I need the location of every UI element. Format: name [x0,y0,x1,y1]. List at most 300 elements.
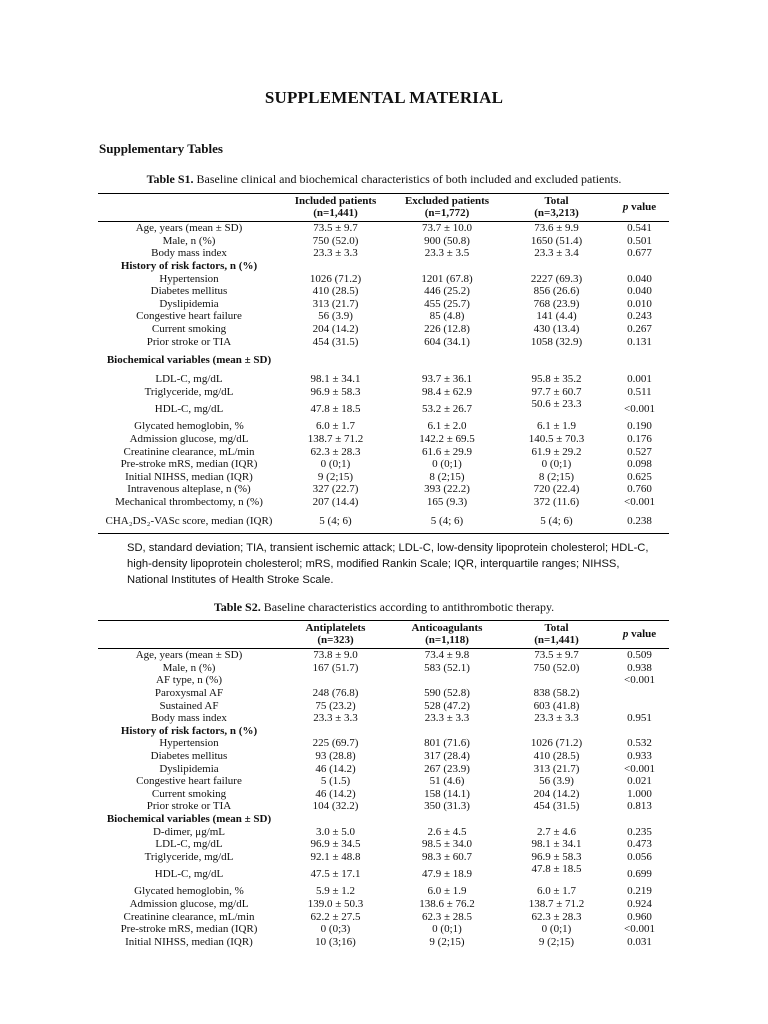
cell-pvalue: <0.001 [624,762,655,775]
row-label: Biochemical variables (mean ± SD) [106,354,272,367]
row-label: Diabetes mellitus [150,285,228,298]
cell-col3: 0 (0;1) [541,458,572,471]
cell-col2: 53.2 ± 26.7 [421,403,473,416]
cell-col3: 768 (23.9) [533,297,580,310]
row-label: Sustained AF [159,699,219,712]
cell-col1: 750 (52.0) [312,234,359,247]
row-label: Body mass index [151,712,227,725]
p-italic: p [622,201,629,213]
cell-col1: 5 (1.5) [320,775,351,788]
cell-col2 [391,674,503,687]
cell-col3: 1026 (71.2) [530,737,583,750]
row-label: CHA₂DS₂-VASc score, median (IQR) [105,514,273,527]
cell-col3: 141 (4.4) [536,310,577,323]
cell-col3: 140.5 ± 70.3 [528,433,585,446]
cell-pvalue: 1.000 [627,787,652,800]
table-s2-body [98,649,669,949]
cell-col1: 248 (76.8) [312,687,359,700]
row-label: Admission glucose, mg/dL [129,897,249,910]
header-line2: (n=1,441) [313,207,358,219]
row-label: Mechanical thrombectomy, n (%) [115,495,263,508]
cell-col1: 6.0 ± 1.7 [315,420,356,433]
cell-col2: 1201 (67.8) [421,272,473,285]
cell-pvalue: 0.235 [627,825,652,838]
cell-col1: 47.5 ± 17.1 [310,868,361,881]
cell-col3: 410 (28.5) [533,750,580,763]
cell-pvalue: 0.001 [627,373,652,386]
cell-pvalue: 0.056 [627,850,652,863]
cell-col3 [503,348,610,373]
row-label: LDL-C, mg/dL [155,373,223,386]
cell-col1: 167 (51.7) [312,661,359,674]
row-label: Current smoking [151,323,227,336]
row-label: Hypertension [159,737,219,750]
cell-col3: 5 (4; 6) [540,514,573,527]
table-row [98,885,669,898]
header-line1: Total [544,195,569,207]
cell-col1: 62.3 ± 28.3 [310,445,361,458]
cell-pvalue: 0.243 [627,310,652,323]
cell-col2: 158 (14.1) [424,787,470,800]
cell-col3: 62.3 ± 28.3 [531,910,582,923]
cell-col1 [280,348,391,373]
cell-col2: 9 (2;15) [429,935,465,948]
cell-pvalue: 0.176 [627,433,652,446]
cell-col2: 6.1 ± 2.0 [427,420,467,433]
cell-col3: 138.7 ± 71.2 [528,897,585,910]
row-label: Admission glucose, mg/dL [129,433,249,446]
cell-col1: 56 (3.9) [318,310,353,323]
cell-col2: 604 (34.1) [424,335,470,348]
cell-col2: 61.6 ± 29.9 [421,445,473,458]
table-s2-caption-label: Table S2. [213,600,261,614]
table-row [98,247,669,260]
row-label: LDL-C, mg/dL [155,838,223,851]
header-line2: (n=1,772) [424,207,470,219]
table-s2-caption-text: Baseline characteristics according to antithrombotic therapy. [260,600,555,614]
cell-col3: 98.1 ± 34.1 [531,838,582,851]
cell-col1: 46 (14.2) [315,787,356,800]
table-row [98,471,669,484]
row-label: Creatinine clearance, mL/min [123,445,255,458]
table-s1-header-included [280,194,391,222]
cell-pvalue: 0.532 [627,737,652,750]
cell-col3: 204 (14.2) [533,787,580,800]
table-row [98,935,669,948]
row-label: HDL-C, mg/dL [154,403,224,416]
cell-pvalue: 0.677 [627,247,652,260]
table-row [98,222,669,235]
cell-col3: 23.3 ± 3.3 [534,712,579,725]
cell-col3: 97.7 ± 60.7 [531,385,582,398]
cell-col3: 454 (31.5) [533,800,580,813]
table-row [98,386,669,399]
row-label: Pre-stroke mRS, median (IQR) [120,923,258,936]
cell-col1: 46 (14.2) [315,762,356,775]
table-s2-header-label [98,621,280,649]
cell-col2: 98.3 ± 60.7 [421,850,473,863]
cell-col1: 62.2 ± 27.5 [310,910,361,923]
row-label: D-dimer, μg/mL [152,825,226,838]
cell-col3: 47.8 ± 18.5 [531,863,582,876]
cell-col2 [391,348,503,373]
cell-col2: 6.0 ± 1.9 [427,885,467,898]
row-label: HDL-C, mg/dL [154,868,224,881]
cell-col1: 9 (2;15) [317,470,354,483]
row-label: Age, years (mean ± SD) [135,649,243,662]
row-label: Paroxysmal AF [154,687,224,700]
cell-col2: 226 (12.8) [424,323,470,336]
cell-col2: 98.4 ± 62.9 [421,385,473,398]
table-section-row [98,725,669,738]
row-label: Dyslipidemia [159,297,219,310]
cell-pvalue: 0.813 [627,800,652,813]
table-section-row [98,348,669,373]
cell-pvalue: 0.021 [627,775,652,788]
table-row [98,433,669,446]
cell-col3: 720 (22.4) [533,483,580,496]
cell-col1: 98.1 ± 34.1 [310,373,361,386]
table-row [98,662,669,675]
cell-col1: 93 (28.8) [315,750,356,763]
p-rest: value [628,201,657,213]
table-row [98,398,669,420]
row-label: Diabetes mellitus [150,750,228,763]
table-row [98,800,669,813]
cell-col2: 62.3 ± 28.5 [421,910,473,923]
cell-col1: 75 (23.2) [315,699,356,712]
cell-col1 [280,725,391,738]
cell-pvalue: <0.001 [624,674,655,687]
row-label: Biochemical variables (mean ± SD) [106,813,272,826]
table-row [98,674,669,687]
cell-col1: 0 (0;1) [320,458,351,471]
cell-col1: 10 (3;16) [315,935,356,948]
table-row [98,458,669,471]
row-label: Intravenous alteplase, n (%) [127,483,251,496]
table-s1-caption [0,172,768,187]
cell-pvalue [610,687,669,700]
table-row [98,335,669,348]
cell-col1: 1026 (71.2) [309,272,362,285]
cell-col3: 61.9 ± 29.2 [531,445,582,458]
row-label: History of risk factors, n (%) [120,724,258,737]
cell-col1: 5 (4; 6) [319,514,352,527]
cell-col2 [391,725,503,738]
table-s1-header-row [98,194,669,222]
row-label: AF type, n (%) [156,674,222,687]
table-row [98,863,669,885]
table-row [98,712,669,725]
cell-col1: 454 (31.5) [312,335,359,348]
cell-col2: 23.3 ± 3.5 [424,247,470,260]
table-row [98,496,669,509]
cell-pvalue [610,725,669,738]
cell-col1: 313 (21.7) [312,297,359,310]
cell-col3: 95.8 ± 35.2 [531,373,582,386]
table-row [98,285,669,298]
cell-pvalue: 0.933 [627,750,652,763]
row-label: Congestive heart failure [136,310,242,323]
cell-col2 [391,813,503,826]
cell-pvalue: 0.473 [627,838,652,851]
cell-pvalue: <0.001 [624,923,655,936]
cell-col3: 838 (58.2) [533,687,580,700]
cell-pvalue [610,699,669,712]
cell-col2: 0 (0;1) [432,458,462,471]
table-s2-header-antiplatelets [280,621,391,649]
table-row [98,923,669,936]
cell-col2: 142.2 ± 69.5 [419,433,475,446]
cell-col3 [503,813,610,826]
cell-col2: 455 (25.7) [424,297,470,310]
table-row [98,687,669,700]
cell-col3: 9 (2;15) [538,935,575,948]
cell-col3: 56 (3.9) [539,775,574,788]
cell-col2: 350 (31.3) [424,800,470,813]
row-label: Glycated hemoglobin, % [134,885,244,898]
cell-col1: 0 (0;3) [320,923,351,936]
cell-pvalue: 0.938 [627,661,652,674]
row-label: Prior stroke or TIA [146,335,232,348]
table-s1-header-total [503,194,610,222]
cell-col3 [503,674,610,687]
header-line2: (n=1,118) [425,634,469,646]
table-row [98,910,669,923]
cell-col2: 8 (2;15) [429,470,465,483]
row-label: Age, years (mean ± SD) [135,222,243,235]
cell-pvalue: 0.031 [627,935,652,948]
table-s2-header-pvalue [610,621,669,649]
table-row [98,898,669,911]
table-s1-header-pvalue [610,194,669,222]
cell-pvalue: 0.699 [627,868,652,881]
cell-col2: 900 (50.8) [424,234,470,247]
cell-col1: 138.7 ± 71.2 [307,433,364,446]
header-line2: (n=3,213) [534,207,579,219]
cell-col2: 73.7 ± 10.0 [421,222,473,235]
table-row [98,445,669,458]
cell-col1 [280,260,391,273]
table-row [98,235,669,248]
table-s1-body [98,222,669,534]
section-title: Supplementary Tables [99,141,223,156]
cell-pvalue: 0.238 [627,514,652,527]
table-section-row [98,260,669,273]
cell-col3 [503,725,610,738]
cell-pvalue: 0.131 [627,335,652,348]
row-label: Glycated hemoglobin, % [134,420,244,433]
table-row [98,373,669,386]
cell-col1: 96.9 ± 58.3 [310,385,361,398]
cell-col2 [391,260,503,273]
cell-col2: 73.4 ± 9.8 [424,649,470,662]
table-s1-header-label [98,194,280,222]
table-s1 [98,193,669,534]
row-label: History of risk factors, n (%) [120,260,258,273]
cell-col2: 2.6 ± 4.5 [427,825,467,838]
cell-pvalue: 0.267 [627,323,652,336]
table-row [98,483,669,496]
row-label: Hypertension [159,272,219,285]
row-label: Pre-stroke mRS, median (IQR) [120,458,258,471]
cell-col3 [503,260,610,273]
table-row [98,838,669,851]
cell-col3: 856 (26.6) [533,285,580,298]
cell-pvalue: 0.040 [627,272,652,285]
row-label: Male, n (%) [162,234,216,247]
cell-pvalue [610,348,669,373]
table-row [98,508,669,534]
cell-col2: 446 (25.2) [424,285,470,298]
document-title: SUPPLEMENTAL MATERIAL [264,88,504,107]
table-row [98,788,669,801]
table-s2 [98,620,669,948]
table-row [98,750,669,763]
cell-col3: 313 (21.7) [533,762,580,775]
cell-col3: 2.7 ± 4.6 [536,825,577,838]
cell-col2: 98.5 ± 34.0 [421,838,473,851]
table-row [98,762,669,775]
cell-pvalue: 0.924 [627,897,652,910]
row-label: Prior stroke or TIA [146,800,232,813]
cell-pvalue [610,813,669,826]
cell-col1: 47.8 ± 18.5 [310,403,361,416]
cell-col1: 5.9 ± 1.2 [315,885,356,898]
row-label: Creatinine clearance, mL/min [123,910,255,923]
row-label: Triglyceride, mg/dL [144,850,234,863]
cell-col1: 96.9 ± 34.5 [310,838,361,851]
row-label: Body mass index [151,247,227,260]
row-label: Current smoking [151,787,227,800]
cell-col2: 267 (23.9) [424,762,470,775]
header-line1: Anticoagulants [411,622,483,634]
header-line1: Excluded patients [404,195,490,207]
table-s1-header-excluded [391,194,503,222]
cell-col2: 93.7 ± 36.1 [421,373,473,386]
header-line1: Included patients [294,195,377,207]
cell-col3: 96.9 ± 58.3 [531,850,582,863]
cell-pvalue [610,260,669,273]
cell-pvalue: 0.511 [627,385,652,398]
row-label: Dyslipidemia [159,762,219,775]
cell-col2: 801 (71.6) [424,737,470,750]
row-label: Initial NIHSS, median (IQR) [125,470,253,483]
table-s2-caption [0,600,768,615]
cell-col1: 139.0 ± 50.3 [307,897,364,910]
cell-pvalue: 0.527 [627,445,652,458]
cell-col3: 6.0 ± 1.7 [536,885,577,898]
p-rest: value [628,628,657,640]
cell-pvalue: 0.509 [627,649,652,662]
table-row [98,323,669,336]
cell-col2: 85 (4.8) [429,310,465,323]
cell-col3: 50.6 ± 23.3 [531,398,582,411]
cell-col3: 750 (52.0) [533,661,580,674]
table-section-row [98,813,669,826]
table-s1-caption-label: Table S1. [146,172,194,186]
cell-col3: 430 (13.4) [533,323,580,336]
cell-pvalue: 0.960 [627,910,652,923]
row-label: Congestive heart failure [136,775,242,788]
table-s2-header-anticoagulants [391,621,503,649]
cell-col1: 327 (22.7) [312,483,359,496]
cell-col1: 104 (32.2) [312,800,359,813]
cell-col1: 23.3 ± 3.3 [313,247,358,260]
cell-col2: 393 (22.2) [424,483,470,496]
row-label: Male, n (%) [162,661,216,674]
cell-col1: 23.3 ± 3.3 [313,712,358,725]
cell-pvalue: 0.098 [627,458,652,471]
table-row [98,420,669,433]
cell-col3: 2227 (69.3) [530,272,583,285]
cell-pvalue: 0.625 [627,470,652,483]
cell-col2: 317 (28.4) [424,750,470,763]
cell-col3: 6.1 ± 1.9 [536,420,577,433]
table-s2-header-row [98,621,669,649]
table-s1-footnote: SD, standard deviation; TIA, transient ischemic attack; LDL-C, low-density lipoprotein cholesterol; HDL-C, high-density lipoprotein cholesterol; mRS, modified Rankin Scale; IQR, interquartile ranges; NIHSS, National Institutes of Health Stroke Scale. [127,542,649,586]
table-row [98,737,669,750]
cell-pvalue: 0.541 [627,222,652,235]
cell-pvalue: 0.501 [627,234,652,247]
cell-col2: 138.6 ± 76.2 [419,897,475,910]
table-s1-caption-text: Baseline clinical and biochemical characteristics of both included and excluded patients. [193,172,622,186]
cell-col2: 590 (52.8) [424,687,470,700]
cell-pvalue: 0.219 [627,885,652,898]
cell-col3: 73.6 ± 9.9 [534,222,579,235]
cell-pvalue: 0.010 [627,297,652,310]
cell-col2: 51 (4.6) [429,775,465,788]
cell-col2: 0 (0;1) [432,923,462,936]
cell-col3: 73.5 ± 9.7 [534,649,579,662]
cell-pvalue: <0.001 [624,495,655,508]
cell-col2: 165 (9.3) [426,495,468,508]
table-row [98,272,669,285]
cell-col1: 225 (69.7) [312,737,359,750]
cell-col1: 3.0 ± 5.0 [315,825,356,838]
table-row [98,699,669,712]
header-line1: Antiplatelets [305,622,366,634]
cell-col1: 204 (14.2) [312,323,359,336]
cell-pvalue: 0.760 [627,483,652,496]
cell-col3: 8 (2;15) [538,470,575,483]
cell-col3: 1650 (51.4) [530,234,583,247]
cell-col1: 73.5 ± 9.7 [313,222,358,235]
table-row [98,775,669,788]
cell-pvalue: 0.190 [627,420,652,433]
cell-pvalue: 0.040 [627,285,652,298]
cell-col2: 47.9 ± 18.9 [421,868,473,881]
table-row [98,825,669,838]
cell-col3: 603 (41.8) [533,699,580,712]
table-row [98,851,669,864]
cell-col3: 372 (11.6) [533,495,580,508]
table-row [98,298,669,311]
table-row [98,649,669,662]
cell-pvalue: <0.001 [624,403,655,416]
p-italic: p [622,628,629,640]
cell-col1 [280,674,391,687]
cell-col2: 583 (52.1) [424,661,470,674]
cell-col1 [280,813,391,826]
row-label: Initial NIHSS, median (IQR) [125,935,253,948]
cell-col2: 528 (47.2) [424,699,470,712]
cell-pvalue: 0.951 [627,712,652,725]
header-line1: Total [544,622,569,634]
header-line2: (n=1,441) [534,634,579,646]
cell-col3: 0 (0;1) [541,923,572,936]
cell-col3: 23.3 ± 3.4 [534,247,579,260]
